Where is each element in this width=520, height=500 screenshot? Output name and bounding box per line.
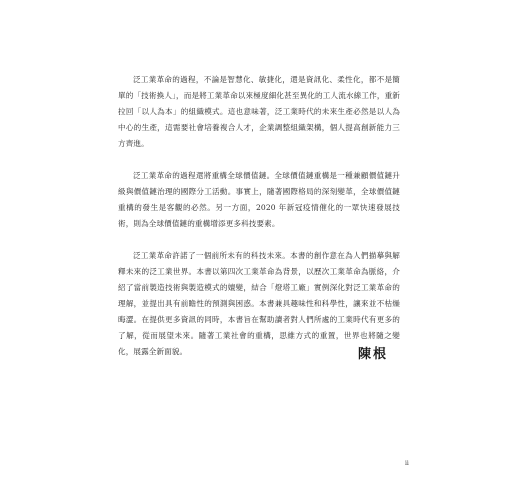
paragraph-1: 泛工業革命的過程，不論是智慧化、敏捷化，還是資訊化、柔性化，都不是簡單的「技術換人」，而是將工業革命以來極度細化甚至異化的工人流水線工作，重新拉回「以人為本」的組織模式。這也意味著，泛工業時代的未來生產必然是以人為中心的生產，這需要社會培養複合人才，企業調整組織架構，個人提高創新能力三方齊進。 [118,75,400,148]
page-number: ii [405,460,409,467]
paragraph-2: 泛工業革命的過程還將重構全球價值鏈。全球價值鏈重構是一種兼顧價值鏈升級與價值鏈治理的國際分工活動。事實上，隨著國際格局的深刻變革，全球價值鏈重構的發生是客觀的必然。另一方面，2020 年新冠疫情催化的一眾快速發展技術，則為全球價值鏈的重構增添更多科技要素。 [118,171,400,228]
body-text [118,72,400,376]
paragraph-3: 泛工業革命許諾了一個前所未有的科技未來。本書的創作意在為人們描摹與解釋未來的泛工業世界。本書以第四次工業革命為背景，以歷次工業革命為脈絡，介紹了當前製造技術與製造模式的嬗變，結合「燈塔工廠」實例深化對泛工業革命的理解，並提出具有前瞻性的預測與困惑。本書兼具趣味性和科學性，讓來並不枯燥晦澀。在提供更多資訊的同時，本書旨在幫助讀者對人們所處的工業時代有更多的了解，從而展望未來。隨著工業社會的重構，思維方式的重置，世界也將隨之變化，展露全新面貌。 [118,251,400,356]
author-signature: 陳根 [358,347,389,362]
